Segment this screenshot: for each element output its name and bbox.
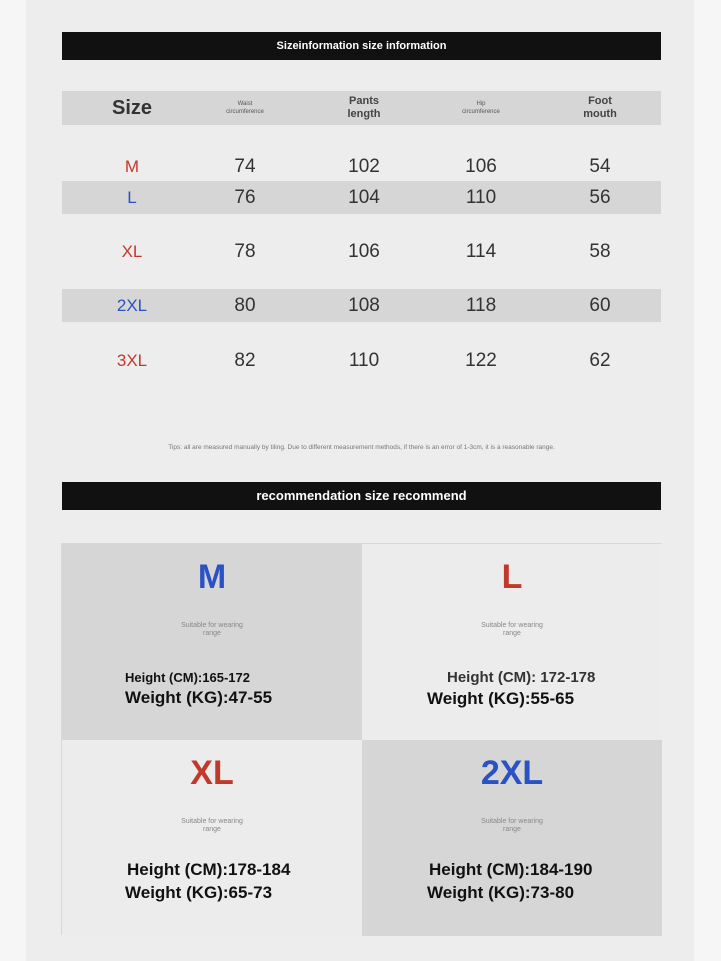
row-hip: 114 xyxy=(465,240,497,262)
row-waist: 80 xyxy=(234,294,256,316)
weight-range: Weight (KG):47-55 xyxy=(125,688,273,707)
row-hip: 118 xyxy=(465,294,497,316)
recommend-card-2xl xyxy=(362,740,662,936)
height-range: Height (CM): 172-178 xyxy=(447,669,596,686)
header-foot-mouth: Foot mouth xyxy=(583,95,617,120)
weight-range: Weight (KG):65-73 xyxy=(125,883,273,902)
header-hip: Hip circumference xyxy=(462,101,500,115)
size-table-header xyxy=(62,91,661,125)
recommend-size: 2XL xyxy=(480,754,544,792)
recommendation-banner: recommendation size recommend xyxy=(62,482,661,510)
recommend-card-xl xyxy=(62,740,362,936)
suitable-range-label: Suitable for wearing range xyxy=(481,622,543,637)
row-foot: 62 xyxy=(589,350,611,371)
row-pants: 102 xyxy=(348,156,380,177)
row-pants: 106 xyxy=(348,240,380,262)
row-pants: 108 xyxy=(348,294,380,316)
recommend-card-m xyxy=(62,544,362,740)
row-foot: 58 xyxy=(589,240,611,262)
row-pants: 110 xyxy=(348,350,380,371)
row-foot: 60 xyxy=(589,294,611,316)
table-row xyxy=(62,214,661,289)
table-row xyxy=(62,322,661,400)
header-waist: Waist circumference xyxy=(226,101,264,115)
table-row xyxy=(62,289,661,322)
row-foot: 56 xyxy=(589,186,611,208)
size-information-banner: Sizeinformation size information xyxy=(62,32,661,60)
recommend-size: M xyxy=(197,558,227,596)
weight-range: Weight (KG):73-80 xyxy=(427,883,575,902)
height-range: Height (CM):165-172 xyxy=(125,670,250,685)
row-size: 2XL xyxy=(116,295,148,315)
header-size: Size xyxy=(111,96,153,119)
height-range: Height (CM):184-190 xyxy=(429,860,593,879)
row-size: 3XL xyxy=(116,351,148,370)
size-recommendation-grid xyxy=(61,543,661,935)
height-range: Height (CM):178-184 xyxy=(127,860,291,879)
row-pants: 104 xyxy=(348,186,380,208)
suitable-range-label: Suitable for wearing range xyxy=(181,818,243,833)
measurement-tips: Tips: all are measured manually by tiling. Due to different measurement methods, if there is an error of 1-3cm, it is a reasonable range. xyxy=(168,444,555,451)
row-size: M xyxy=(124,157,140,176)
row-hip: 122 xyxy=(465,350,497,371)
row-waist: 74 xyxy=(234,156,256,177)
recommend-size: L xyxy=(501,558,523,596)
recommend-card-l xyxy=(362,544,662,740)
row-waist: 76 xyxy=(234,186,256,208)
row-hip: 110 xyxy=(465,186,497,208)
row-size: L xyxy=(127,187,137,207)
row-size: XL xyxy=(121,241,143,261)
recommend-size: XL xyxy=(190,754,234,792)
row-hip: 106 xyxy=(465,156,497,177)
suitable-range-label: Suitable for wearing range xyxy=(481,818,543,833)
table-row xyxy=(62,181,661,214)
suitable-range-label: Suitable for wearing range xyxy=(181,622,243,637)
row-waist: 78 xyxy=(234,240,256,262)
row-waist: 82 xyxy=(234,350,256,371)
weight-range: Weight (KG):55-65 xyxy=(427,689,575,708)
size-table xyxy=(62,91,661,400)
header-pants-length: Pants length xyxy=(347,95,381,120)
row-foot: 54 xyxy=(589,156,611,177)
